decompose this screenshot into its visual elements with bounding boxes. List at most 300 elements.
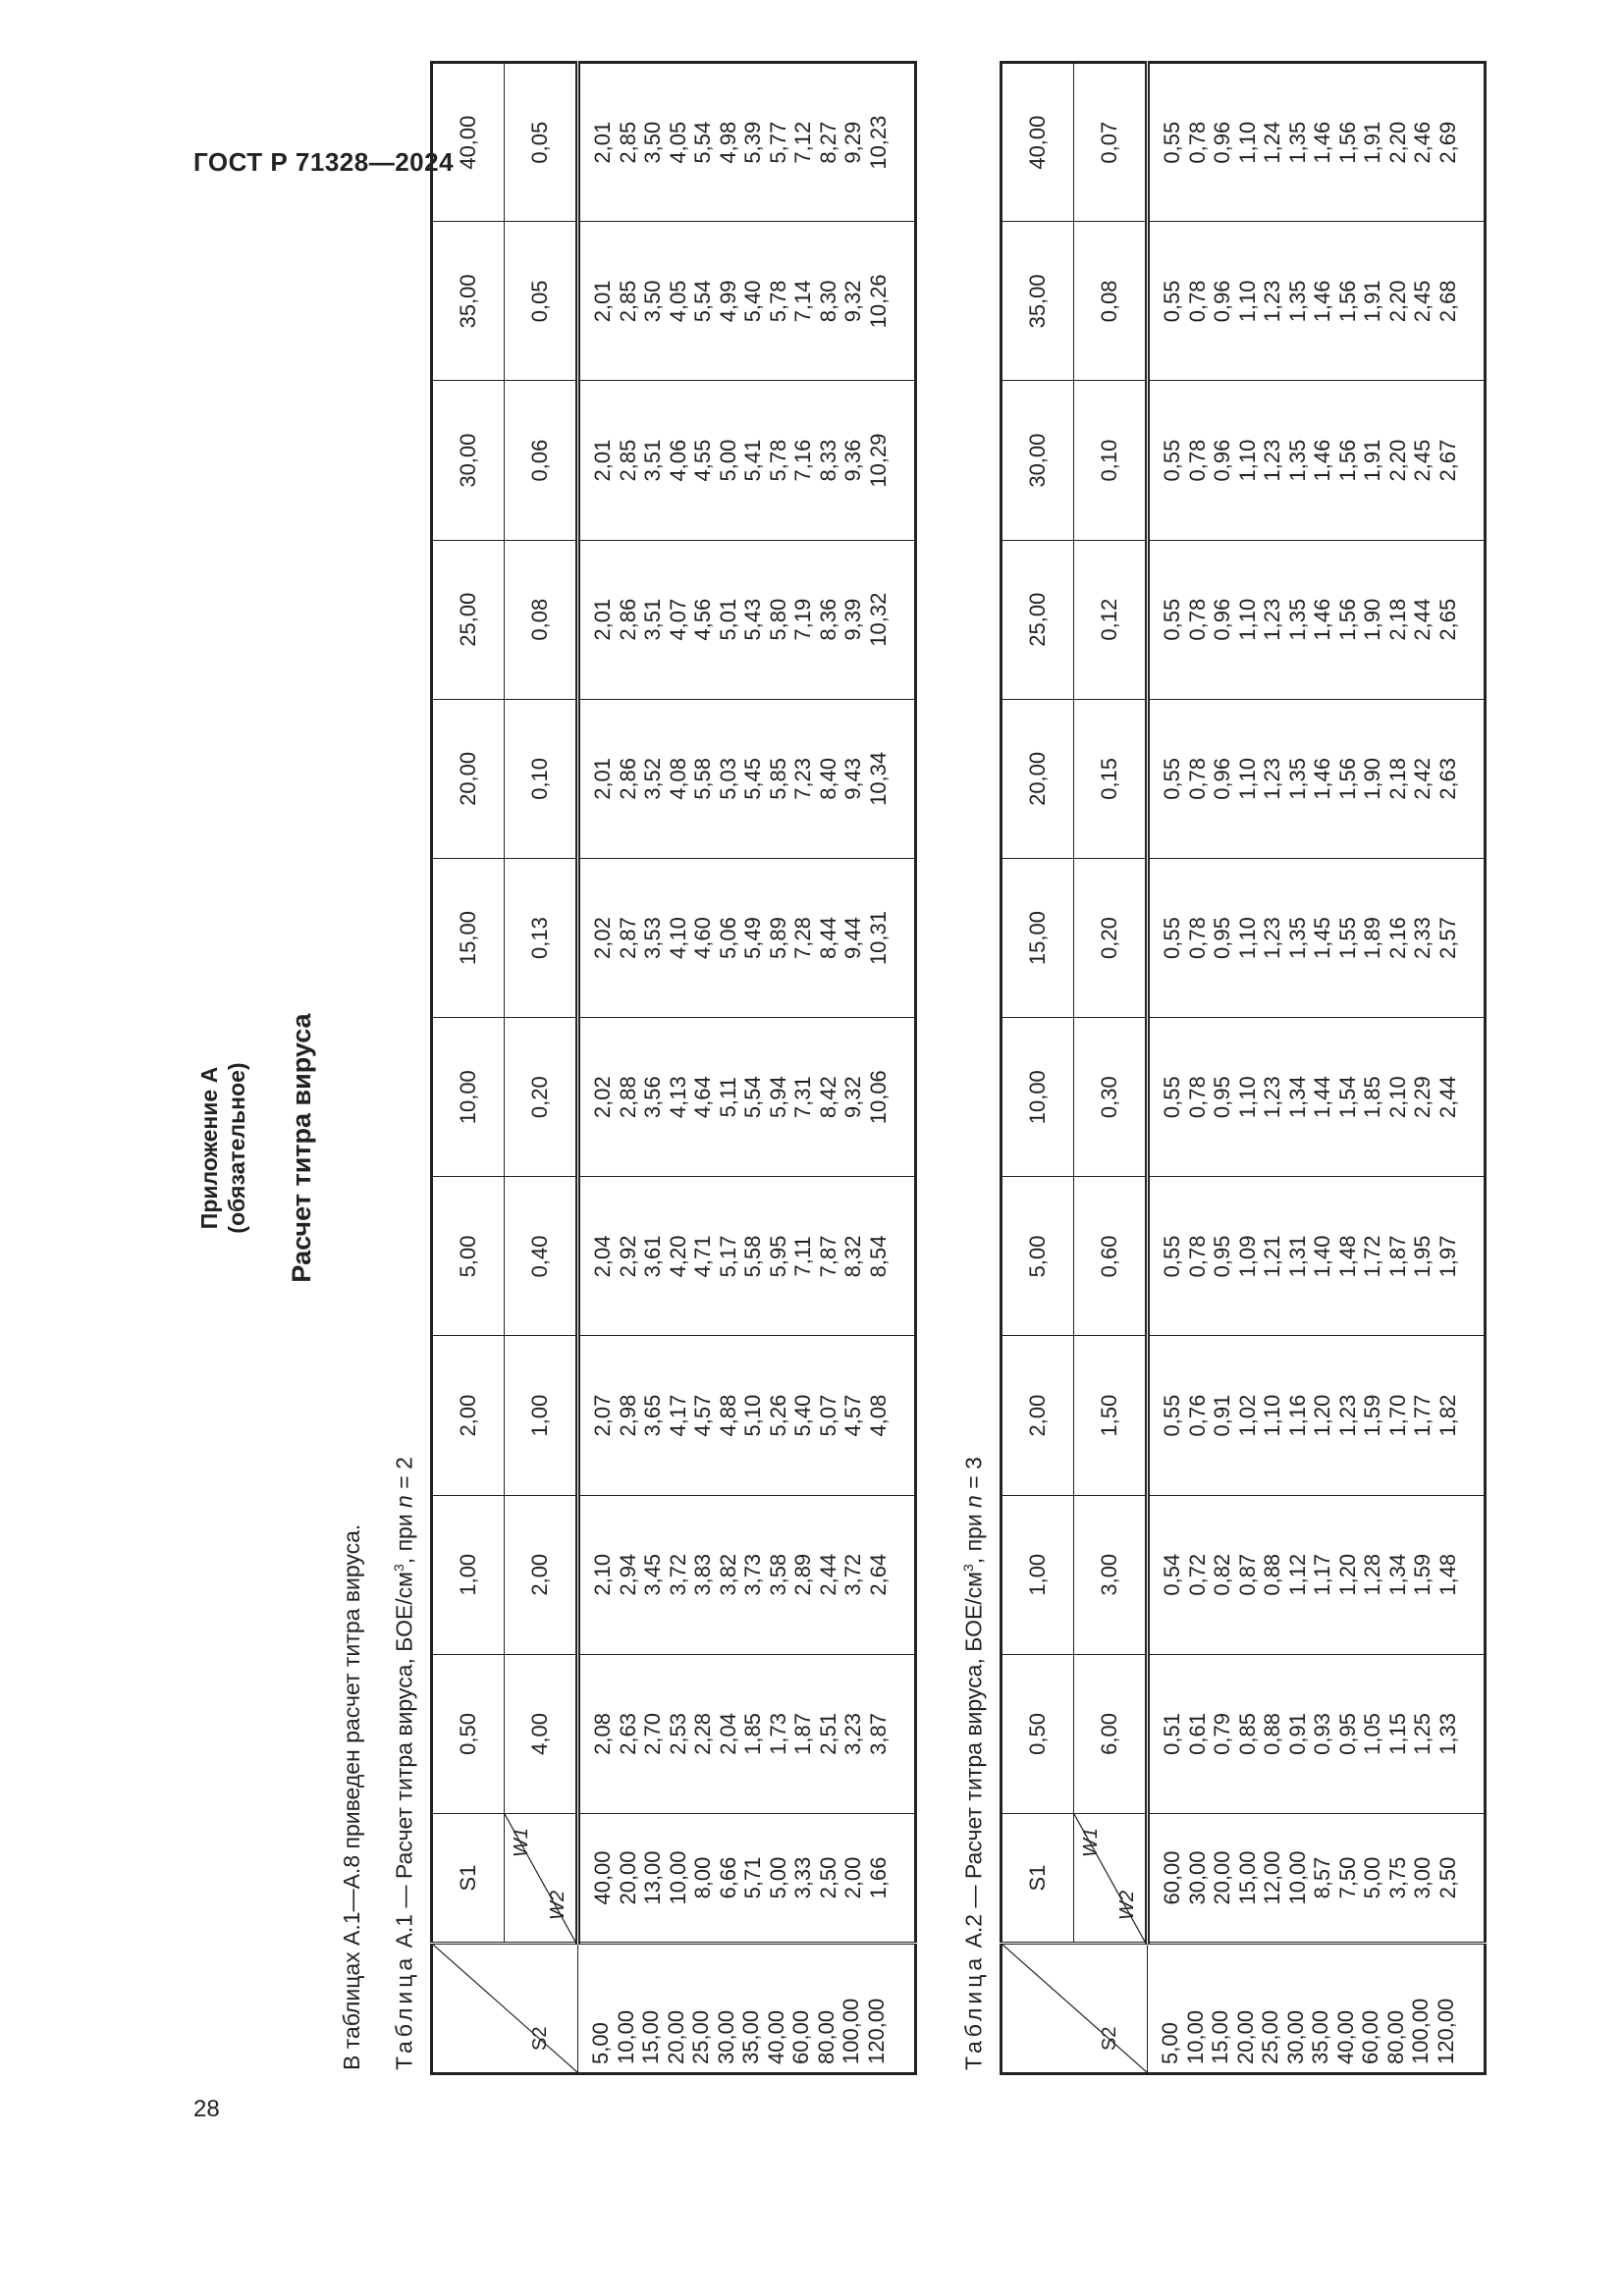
titer-value: 0,91 bbox=[1284, 1713, 1310, 1755]
titer-value: 1,20 bbox=[1310, 1394, 1334, 1437]
titer-value: 2,87 bbox=[615, 917, 640, 959]
titer-value: 5,41 bbox=[740, 439, 765, 482]
s2-value: 5,00 bbox=[588, 2022, 613, 2064]
titer-value: 0,96 bbox=[1210, 439, 1234, 482]
titer-value: 1,34 bbox=[1284, 1076, 1310, 1119]
caption-text: А.2 — Расчет титра вируса, БОЕ/см bbox=[960, 1572, 987, 1954]
titer-value: 0,61 bbox=[1184, 1713, 1210, 1755]
titer-value: 1,23 bbox=[1260, 917, 1284, 959]
titer-value: 9,32 bbox=[840, 280, 865, 323]
titer-value: 0,55 bbox=[1160, 757, 1184, 800]
titer-value: 1,15 bbox=[1384, 1713, 1410, 1755]
titer-value: 5,40 bbox=[790, 1394, 815, 1437]
s1-value: 2,00 bbox=[1001, 1336, 1074, 1495]
titer-value: 2,68 bbox=[1435, 280, 1460, 323]
titer-value: 3,52 bbox=[640, 757, 665, 800]
s2-value: 80,00 bbox=[1382, 2009, 1408, 2064]
titer-value: 2,92 bbox=[615, 1235, 640, 1278]
titer-value: 0,55 bbox=[1160, 121, 1184, 164]
titer-value: 2,44 bbox=[1435, 1076, 1460, 1119]
titer-value: 2,01 bbox=[590, 757, 615, 800]
w2-value: 40,00 bbox=[590, 1850, 615, 1905]
s1-value: 35,00 bbox=[432, 222, 505, 381]
s1-value: 2,00 bbox=[432, 1336, 505, 1495]
titer-value: 2,01 bbox=[590, 280, 615, 323]
w1-value: 3,00 bbox=[1074, 1495, 1148, 1654]
titer-value: 3,51 bbox=[640, 598, 665, 641]
titer-value: 4,13 bbox=[665, 1076, 690, 1119]
titer-column bbox=[1148, 1654, 1486, 1813]
titer-value: 1,10 bbox=[1234, 439, 1260, 482]
titer-value: 9,36 bbox=[840, 439, 865, 482]
titer-value: 4,71 bbox=[690, 1235, 715, 1278]
titer-value: 2,94 bbox=[615, 1553, 640, 1596]
w1-value: 0,08 bbox=[505, 540, 578, 699]
titer-value: 1,46 bbox=[1310, 757, 1334, 800]
table-body-row bbox=[578, 63, 916, 2074]
titer-value: 5,77 bbox=[765, 121, 790, 164]
titer-value: 0,55 bbox=[1160, 917, 1184, 959]
titer-value: 8,33 bbox=[815, 439, 840, 482]
titer-value: 3,73 bbox=[740, 1553, 765, 1596]
table-header-row bbox=[432, 63, 505, 2074]
titer-value: 7,12 bbox=[790, 121, 815, 164]
titer-value: 4,08 bbox=[665, 757, 690, 800]
w2-value: 5,00 bbox=[1360, 1856, 1384, 1899]
titer-value: 1,72 bbox=[1360, 1235, 1384, 1278]
s1-value: 5,00 bbox=[432, 1177, 505, 1336]
titer-value: 1,24 bbox=[1260, 121, 1284, 164]
titer-value: 10,06 bbox=[865, 1070, 891, 1125]
titer-value: 5,58 bbox=[690, 757, 715, 800]
titer-value: 1,23 bbox=[1260, 439, 1284, 482]
titer-value: 3,58 bbox=[765, 1553, 790, 1596]
titer-value: 8,32 bbox=[840, 1235, 865, 1278]
titer-value: 2,10 bbox=[1384, 1076, 1410, 1119]
titer-value: 0,93 bbox=[1310, 1713, 1334, 1755]
titer-value: 2,46 bbox=[1410, 121, 1435, 164]
titer-value: 1,05 bbox=[1360, 1713, 1384, 1755]
titer-value: 4,07 bbox=[665, 598, 690, 641]
titer-value: 3,56 bbox=[640, 1076, 665, 1119]
titer-value: 0,55 bbox=[1160, 598, 1184, 641]
w1-value: 0,20 bbox=[1074, 858, 1148, 1017]
titer-value: 1,21 bbox=[1260, 1235, 1284, 1278]
s1-value: 30,00 bbox=[432, 381, 505, 540]
titer-value: 1,48 bbox=[1334, 1235, 1360, 1278]
titer-value: 2,64 bbox=[865, 1553, 891, 1596]
titer-value: 0,55 bbox=[1160, 1394, 1184, 1437]
titer-table bbox=[1000, 61, 1487, 2075]
titer-value: 1,12 bbox=[1284, 1553, 1310, 1596]
page-number: 28 bbox=[193, 2096, 220, 2122]
w2-value: 1,66 bbox=[865, 1856, 891, 1899]
s1-value: 30,00 bbox=[1001, 381, 1074, 540]
titer-value: 2,45 bbox=[1410, 280, 1435, 323]
titer-value: 0,78 bbox=[1184, 598, 1210, 641]
titer-column bbox=[1148, 1177, 1486, 1336]
titer-value: 0,95 bbox=[1334, 1713, 1360, 1755]
w-label-cell bbox=[1074, 1814, 1148, 1944]
titer-value: 8,42 bbox=[815, 1076, 840, 1119]
titer-value: 10,32 bbox=[865, 592, 891, 647]
titer-value: 2,18 bbox=[1384, 598, 1410, 641]
titer-value: 5,06 bbox=[715, 917, 740, 959]
w1-value: 0,10 bbox=[505, 699, 578, 858]
titer-value: 1,91 bbox=[1360, 280, 1384, 323]
titer-value: 0,79 bbox=[1210, 1713, 1234, 1755]
s2-value: 5,00 bbox=[1158, 2022, 1182, 2064]
titer-column bbox=[1148, 63, 1486, 222]
titer-value: 2,02 bbox=[590, 1076, 615, 1119]
caption-superscript: 3 bbox=[960, 1564, 976, 1572]
titer-value: 4,60 bbox=[690, 917, 715, 959]
titer-value: 1,56 bbox=[1334, 121, 1360, 164]
titer-value: 5,94 bbox=[765, 1076, 790, 1119]
titer-value: 1,46 bbox=[1310, 121, 1334, 164]
titer-value: 1,90 bbox=[1360, 757, 1384, 800]
w2-value: 5,71 bbox=[740, 1856, 765, 1899]
w1-value: 6,00 bbox=[1074, 1654, 1148, 1813]
titer-value: 0,96 bbox=[1210, 280, 1234, 323]
s2-values-cell bbox=[578, 1944, 916, 2074]
titer-value: 1,16 bbox=[1284, 1394, 1310, 1437]
titer-value: 1,56 bbox=[1334, 757, 1360, 800]
titer-value: 8,30 bbox=[815, 280, 840, 323]
titer-column bbox=[578, 1654, 916, 1813]
titer-value: 3,51 bbox=[640, 439, 665, 482]
titer-value: 4,17 bbox=[665, 1394, 690, 1437]
titer-value: 1,91 bbox=[1360, 439, 1384, 482]
titer-value: 9,29 bbox=[840, 121, 865, 164]
titer-value: 4,05 bbox=[665, 121, 690, 164]
w-label-cell bbox=[505, 1814, 578, 1944]
titer-value: 0,51 bbox=[1160, 1713, 1184, 1755]
titer-value: 1,70 bbox=[1384, 1394, 1410, 1437]
w1-value: 0,30 bbox=[1074, 1018, 1148, 1177]
titer-column bbox=[578, 63, 916, 222]
table-subheader-row bbox=[505, 63, 578, 2074]
titer-value: 4,10 bbox=[665, 917, 690, 959]
titer-value: 3,83 bbox=[690, 1553, 715, 1596]
w1-value: 4,00 bbox=[505, 1654, 578, 1813]
titer-value: 2,01 bbox=[590, 598, 615, 641]
titer-value: 1,35 bbox=[1284, 598, 1310, 641]
titer-value: 4,06 bbox=[665, 439, 690, 482]
s1-value: 35,00 bbox=[1001, 222, 1074, 381]
titer-value: 7,23 bbox=[790, 757, 815, 800]
s1-value: 0,50 bbox=[1001, 1654, 1074, 1813]
titer-value: 1,10 bbox=[1234, 1076, 1260, 1119]
titer-value: 1,10 bbox=[1234, 917, 1260, 959]
titer-value: 2,63 bbox=[1435, 757, 1460, 800]
titer-value: 1,59 bbox=[1410, 1553, 1435, 1596]
titer-value: 0,87 bbox=[1234, 1553, 1260, 1596]
w2-label: W2 bbox=[547, 1891, 568, 1920]
w2-value: 10,00 bbox=[1284, 1850, 1310, 1905]
w2-value: 13,00 bbox=[640, 1850, 665, 1905]
w1-value: 0,13 bbox=[505, 858, 578, 1017]
titer-value: 0,78 bbox=[1184, 917, 1210, 959]
s2-value: 15,00 bbox=[638, 2009, 663, 2064]
titer-value: 8,44 bbox=[815, 917, 840, 959]
titer-value: 1,23 bbox=[1260, 757, 1284, 800]
titer-value: 1,90 bbox=[1360, 598, 1384, 641]
titer-value: 2,01 bbox=[590, 121, 615, 164]
titer-value: 3,61 bbox=[640, 1235, 665, 1278]
s2-label: S2 bbox=[1099, 2026, 1120, 2051]
titer-value: 3,72 bbox=[840, 1553, 865, 1596]
titer-value: 10,31 bbox=[865, 911, 891, 966]
titer-value: 1,87 bbox=[790, 1713, 815, 1755]
s2-value: 80,00 bbox=[813, 2009, 839, 2064]
titer-value: 5,17 bbox=[715, 1235, 740, 1278]
s2-value: 10,00 bbox=[613, 2009, 638, 2064]
titer-value: 1,85 bbox=[1360, 1076, 1384, 1119]
titer-value: 4,88 bbox=[715, 1394, 740, 1437]
titer-value: 2,67 bbox=[1435, 439, 1460, 482]
titer-column bbox=[1148, 1495, 1486, 1654]
titer-value: 5,95 bbox=[765, 1235, 790, 1278]
titer-value: 5,03 bbox=[715, 757, 740, 800]
titer-value: 1,46 bbox=[1310, 280, 1334, 323]
w2-label: W2 bbox=[1116, 1891, 1138, 1920]
w2-value: 60,00 bbox=[1160, 1850, 1184, 1905]
titer-value: 1,97 bbox=[1435, 1235, 1460, 1278]
titer-value: 2,04 bbox=[590, 1235, 615, 1278]
titer-value: 2,53 bbox=[665, 1713, 690, 1755]
w2-value: 15,00 bbox=[1234, 1850, 1260, 1905]
table-body-row bbox=[1148, 63, 1486, 2074]
titer-value: 7,16 bbox=[790, 439, 815, 482]
titer-value: 0,96 bbox=[1210, 598, 1234, 641]
titer-value: 2,02 bbox=[590, 917, 615, 959]
titer-value: 0,55 bbox=[1160, 1076, 1184, 1119]
s2-label: S2 bbox=[529, 2026, 551, 2051]
titer-column bbox=[1148, 1018, 1486, 1177]
titer-value: 0,78 bbox=[1184, 121, 1210, 164]
s1-value: 20,00 bbox=[432, 699, 505, 858]
s1-value: 10,00 bbox=[1001, 1018, 1074, 1177]
titer-value: 2,88 bbox=[615, 1076, 640, 1119]
titer-value: 1,95 bbox=[1410, 1235, 1435, 1278]
titer-value: 2,63 bbox=[615, 1713, 640, 1755]
titer-value: 0,78 bbox=[1184, 439, 1210, 482]
titer-value: 2,44 bbox=[1410, 598, 1435, 641]
w1-value: 0,08 bbox=[1074, 222, 1148, 381]
titer-value: 0,96 bbox=[1210, 121, 1234, 164]
s2-values-cell bbox=[1148, 1944, 1486, 2074]
w2-values-cell bbox=[578, 1814, 916, 1944]
caption-equals: = 3 bbox=[960, 1457, 987, 1496]
titer-value: 5,39 bbox=[740, 121, 765, 164]
s2-value: 20,00 bbox=[663, 2009, 688, 2064]
titer-value: 2,44 bbox=[815, 1553, 840, 1596]
titer-value: 10,34 bbox=[865, 751, 891, 806]
titer-value: 2,08 bbox=[590, 1713, 615, 1755]
w2-value: 20,00 bbox=[615, 1850, 640, 1905]
titer-value: 3,53 bbox=[640, 917, 665, 959]
s1-value: 25,00 bbox=[432, 540, 505, 699]
w2-values-cell bbox=[1148, 1814, 1486, 1944]
caption-tail: , при bbox=[960, 1507, 987, 1565]
s1-value: 1,00 bbox=[432, 1495, 505, 1654]
titer-value: 0,88 bbox=[1260, 1553, 1284, 1596]
titer-value: 5,07 bbox=[815, 1394, 840, 1437]
w2-value: 30,00 bbox=[1184, 1850, 1210, 1905]
titer-value: 2,10 bbox=[590, 1553, 615, 1596]
w2-value: 8,00 bbox=[690, 1856, 715, 1899]
titer-value: 1,23 bbox=[1260, 598, 1284, 641]
table-caption bbox=[391, 1457, 418, 2070]
titer-column bbox=[578, 540, 916, 699]
titer-value: 5,85 bbox=[765, 757, 790, 800]
titer-value: 1,89 bbox=[1360, 917, 1384, 959]
titer-value: 8,36 bbox=[815, 598, 840, 641]
table-caption bbox=[960, 1457, 988, 2070]
s1-label: S1 bbox=[456, 1864, 480, 1892]
titer-value: 2,28 bbox=[690, 1713, 715, 1755]
titer-value: 7,19 bbox=[790, 598, 815, 641]
corner-cell bbox=[1001, 1944, 1148, 2074]
titer-value: 0,88 bbox=[1260, 1713, 1284, 1755]
s2-value: 10,00 bbox=[1182, 2009, 1208, 2064]
titer-value: 1,23 bbox=[1260, 1076, 1284, 1119]
s2-value: 100,00 bbox=[1408, 1998, 1433, 2064]
w2-value: 2,00 bbox=[840, 1856, 865, 1899]
titer-value: 1,02 bbox=[1234, 1394, 1260, 1437]
titer-value: 5,89 bbox=[765, 917, 790, 959]
titer-value: 2,69 bbox=[1435, 121, 1460, 164]
titer-value: 2,20 bbox=[1384, 121, 1410, 164]
titer-value: 2,42 bbox=[1410, 757, 1435, 800]
titer-value: 5,78 bbox=[765, 439, 790, 482]
titer-value: 7,14 bbox=[790, 280, 815, 323]
titer-column bbox=[1148, 540, 1486, 699]
w1-value: 0,60 bbox=[1074, 1177, 1148, 1336]
s2-value: 100,00 bbox=[839, 1998, 863, 2064]
s1-value: 25,00 bbox=[1001, 540, 1074, 699]
titer-value: 1,85 bbox=[740, 1713, 765, 1755]
titer-value: 1,17 bbox=[1310, 1553, 1334, 1596]
titer-value: 4,98 bbox=[715, 121, 740, 164]
titer-value: 3,50 bbox=[640, 280, 665, 323]
titer-value: 0,72 bbox=[1184, 1553, 1210, 1596]
titer-value: 2,18 bbox=[1384, 757, 1410, 800]
s1-value: 40,00 bbox=[1001, 63, 1074, 222]
titer-value: 8,40 bbox=[815, 757, 840, 800]
titer-value: 1,10 bbox=[1260, 1394, 1284, 1437]
s1-value: 20,00 bbox=[1001, 699, 1074, 858]
titer-value: 1,23 bbox=[1260, 280, 1284, 323]
w2-value: 20,00 bbox=[1210, 1850, 1234, 1905]
titer-value: 7,28 bbox=[790, 917, 815, 959]
titer-value: 2,16 bbox=[1384, 917, 1410, 959]
s2-value: 15,00 bbox=[1208, 2009, 1232, 2064]
titer-value: 2,70 bbox=[640, 1713, 665, 1755]
titer-value: 0,96 bbox=[1210, 757, 1234, 800]
titer-value: 1,33 bbox=[1435, 1713, 1460, 1755]
titer-value: 0,55 bbox=[1160, 280, 1184, 323]
s1-value: 15,00 bbox=[432, 858, 505, 1017]
titer-value: 1,35 bbox=[1284, 917, 1310, 959]
w2-value: 2,50 bbox=[815, 1856, 840, 1899]
table-header-row bbox=[1001, 63, 1074, 2074]
titer-value: 2,45 bbox=[1410, 439, 1435, 482]
w1-value: 0,07 bbox=[1074, 63, 1148, 222]
titer-value: 0,95 bbox=[1210, 917, 1234, 959]
titer-value: 2,65 bbox=[1435, 598, 1460, 641]
appendix-title: Приложение А bbox=[196, 1066, 222, 1230]
titer-value: 1,35 bbox=[1284, 121, 1310, 164]
s1-label: S1 bbox=[1025, 1864, 1050, 1892]
w2-value: 2,50 bbox=[1435, 1856, 1460, 1899]
s1-value: 40,00 bbox=[432, 63, 505, 222]
titer-value: 5,78 bbox=[765, 280, 790, 323]
titer-value: 9,39 bbox=[840, 598, 865, 641]
s1-value: 5,00 bbox=[1001, 1177, 1074, 1336]
titer-value: 2,86 bbox=[615, 598, 640, 641]
titer-value: 1,56 bbox=[1334, 598, 1360, 641]
titer-value: 5,45 bbox=[740, 757, 765, 800]
titer-value: 2,20 bbox=[1384, 280, 1410, 323]
w2-value: 12,00 bbox=[1260, 1850, 1284, 1905]
titer-value: 0,82 bbox=[1210, 1553, 1234, 1596]
titer-value: 1,46 bbox=[1310, 598, 1334, 641]
titer-value: 9,43 bbox=[840, 757, 865, 800]
titer-value: 0,54 bbox=[1160, 1553, 1184, 1596]
titer-value: 10,29 bbox=[865, 433, 891, 488]
titer-value: 0,76 bbox=[1184, 1394, 1210, 1437]
w2-value: 3,33 bbox=[790, 1856, 815, 1899]
titer-value: 0,55 bbox=[1160, 1235, 1184, 1278]
document-header: ГОСТ Р 71328—2024 bbox=[193, 147, 455, 177]
titer-column bbox=[578, 381, 916, 540]
w2-value: 5,00 bbox=[765, 1856, 790, 1899]
titer-value: 5,80 bbox=[765, 598, 790, 641]
titer-value: 8,27 bbox=[815, 121, 840, 164]
titer-value: 1,34 bbox=[1384, 1553, 1410, 1596]
titer-value: 2,98 bbox=[615, 1394, 640, 1437]
titer-value: 5,54 bbox=[690, 121, 715, 164]
s2-value: 25,00 bbox=[1258, 2009, 1282, 2064]
titer-value: 0,85 bbox=[1234, 1713, 1260, 1755]
titer-value: 5,40 bbox=[740, 280, 765, 323]
titer-value: 2,33 bbox=[1410, 917, 1435, 959]
titer-value: 0,78 bbox=[1184, 1076, 1210, 1119]
s2-value: 25,00 bbox=[688, 2009, 713, 2064]
titer-value: 2,57 bbox=[1435, 917, 1460, 959]
titer-column bbox=[1148, 1336, 1486, 1495]
titer-value: 2,89 bbox=[790, 1553, 815, 1596]
titer-value: 7,11 bbox=[790, 1236, 815, 1277]
titer-value: 0,55 bbox=[1160, 439, 1184, 482]
titer-value: 0,95 bbox=[1210, 1235, 1234, 1278]
w1-value: 0,06 bbox=[505, 381, 578, 540]
titer-value: 2,85 bbox=[615, 439, 640, 482]
titer-value: 1,10 bbox=[1234, 598, 1260, 641]
s1-value: 0,50 bbox=[432, 1654, 505, 1813]
titer-value: 1,46 bbox=[1310, 439, 1334, 482]
titer-column bbox=[578, 1018, 916, 1177]
titer-value: 1,44 bbox=[1310, 1076, 1334, 1119]
titer-value: 5,54 bbox=[690, 280, 715, 323]
caption-variable: n bbox=[391, 1495, 417, 1508]
titer-column bbox=[578, 222, 916, 381]
table-subheader-row bbox=[1074, 63, 1148, 2074]
titer-column bbox=[578, 699, 916, 858]
titer-value: 4,99 bbox=[715, 280, 740, 323]
